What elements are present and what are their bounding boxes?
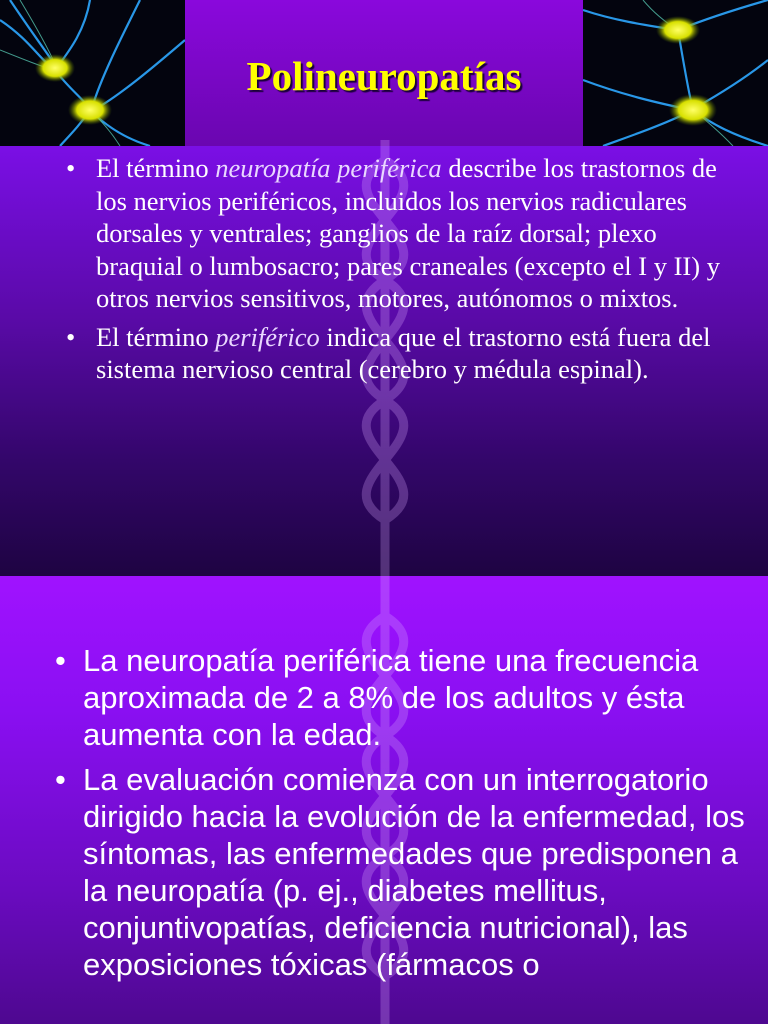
bullet-icon: • [55, 762, 66, 797]
bullet-icon: • [66, 153, 76, 183]
neuron-image-left [0, 0, 185, 146]
bullet-icon: • [55, 643, 66, 678]
slide-2-bullet-list [55, 642, 755, 991]
slide-2 [0, 576, 768, 1024]
neuron-image-right [583, 0, 768, 146]
list-item: • La evaluación comienza con un interrogatorio dirigido hacia la evolución de la enfermedad, los síntomas, las enfermedades que predisponen a la neuropatía (p. ej., diabetes mellitus, conjuntivopatías, deficiencia nutricional), las exposiciones tóxicas (fármacos o [55, 762, 745, 982]
list-item: • La neuropatía periférica tiene una frecuencia aproximada de 2 a 8% de los adultos y ésta aumenta con la edad. [55, 643, 699, 752]
list-item: • El término neuropatía periférica describe los trastornos de los nervios periféricos, incluidos los nervios radiculares dorsales y ventrales; ganglios de la raíz dorsal; plexo braquial o lumbosacro; pares craneales (excepto el I y II) y otros nervios sensitivos, motores, autónomos o mixtos. [66, 153, 720, 313]
bullet-icon: • [66, 321, 76, 352]
slide-1-bullet-list [66, 152, 746, 392]
slide-title: Polineuropatías [246, 53, 522, 99]
list-item: • El término periférico indica que el trastorno está fuera del sistema nervioso central (cerebro y médula espinal). [66, 321, 711, 384]
